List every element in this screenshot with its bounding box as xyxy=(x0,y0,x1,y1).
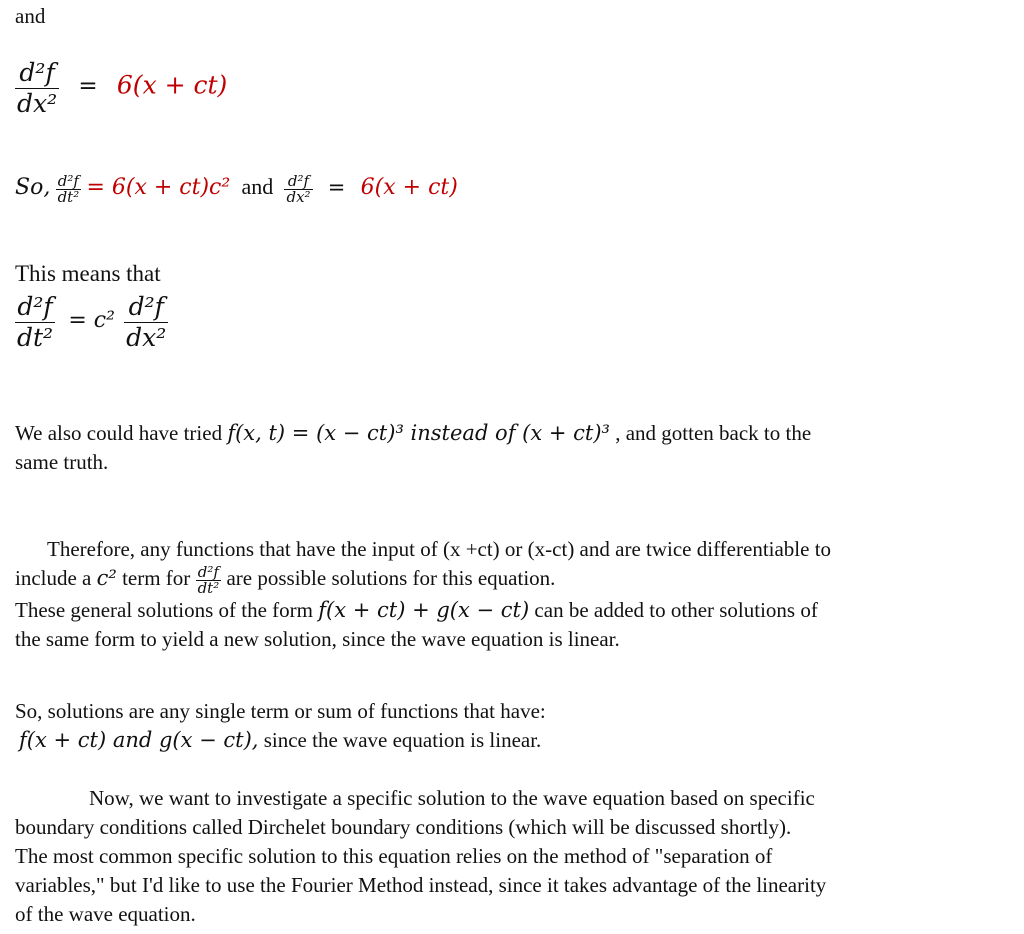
para1-math: f(x, t) = (x − ct)³ instead of (x + ct)³ xyxy=(227,421,610,445)
fraction-numerator: d²f xyxy=(124,292,168,323)
fraction-d2f-dt2-large xyxy=(15,292,55,353)
equation-rhs: 6(x + ct) xyxy=(116,70,228,100)
para4-line2: boundary conditions called Dirchelet boundary conditions (which will be discussed shortly). xyxy=(15,815,792,839)
so-prefix: So, xyxy=(15,175,51,200)
para1-line2: same truth. xyxy=(15,450,109,474)
fraction-numerator: d²f xyxy=(196,565,222,581)
paragraph-general-solutions xyxy=(15,535,831,654)
wave-equation xyxy=(15,292,168,353)
fraction-denominator: dt² xyxy=(57,187,80,206)
and-word: and xyxy=(241,174,274,199)
para2-text-d: These general solutions of the form xyxy=(15,597,319,622)
rhs-time-derivative: = 6(x + ct)c² xyxy=(86,175,231,200)
fraction-denominator: dt² xyxy=(197,578,220,597)
fraction-numerator: d²f xyxy=(15,58,59,89)
equals-c-squared: = c² xyxy=(68,308,115,334)
paragraph-solution-summary xyxy=(15,697,546,755)
para4-line5: of the wave equation. xyxy=(15,902,196,926)
fraction-d2f-dx2 xyxy=(15,58,59,119)
fraction-denominator: dx² xyxy=(17,89,58,118)
fraction-d2f-dx2-large xyxy=(124,292,168,353)
para3-text: since the wave equation is linear. xyxy=(258,728,542,752)
para2-text-b: term for xyxy=(116,566,196,590)
para4-line1: Now, we want to investigate a specific solution to the wave equation based on specific xyxy=(89,786,815,810)
para2-text-e: can be added to other solutions of xyxy=(529,597,818,622)
fraction-denominator: dx² xyxy=(126,323,167,352)
equals-sign: = xyxy=(327,175,346,199)
para2-c-squared: c² xyxy=(96,566,117,590)
para3-math: f(x + ct) and g(x − ct), xyxy=(19,728,259,752)
para2-line4: the same form to yield a new solution, since the wave equation is linear. xyxy=(15,626,620,651)
para2-line1: Therefore, any functions that have the input of (x +ct) or (x-ct) and are twice differentiable to xyxy=(47,537,832,561)
fraction-denominator: dt² xyxy=(17,323,54,352)
paragraph-fourier-method xyxy=(15,784,826,929)
para3-line1: So, solutions are any single term or sum of functions that have: xyxy=(15,699,546,723)
para4-line4: variables," but I'd like to use the Fourier Method instead, since it takes advantage of the linearity xyxy=(15,873,827,897)
means-label: This means that xyxy=(15,261,161,286)
fraction-numerator: d²f xyxy=(15,292,55,323)
fraction-numerator: d²f xyxy=(284,174,312,190)
intro-and: and xyxy=(15,4,46,28)
para4-line3: The most common specific solution to this equation relies on the method of "separation of xyxy=(15,844,773,868)
para2-text-a: include a xyxy=(15,566,97,590)
rhs-space-derivative: 6(x + ct) xyxy=(360,175,458,200)
fraction-d2f-dt2 xyxy=(56,171,82,206)
fraction-numerator: d²f xyxy=(56,174,82,190)
equals-sign: = xyxy=(78,73,98,100)
para2-general-form: f(x + ct) + g(x − ct) xyxy=(318,597,530,622)
para1-text-b: , and gotten back to the xyxy=(609,421,812,445)
para2-text-c: are possible solutions for this equation. xyxy=(221,566,556,590)
para1-text-a: We also could have tried xyxy=(15,421,228,445)
so-derivatives-line xyxy=(15,172,458,205)
equation-second-x-derivative xyxy=(15,58,227,119)
fraction-d2f-dt2-inline xyxy=(196,562,222,597)
paragraph-alternative-solution xyxy=(15,419,811,477)
fraction-denominator: dx² xyxy=(286,187,311,206)
fraction-d2f-dx2-small xyxy=(284,171,312,206)
